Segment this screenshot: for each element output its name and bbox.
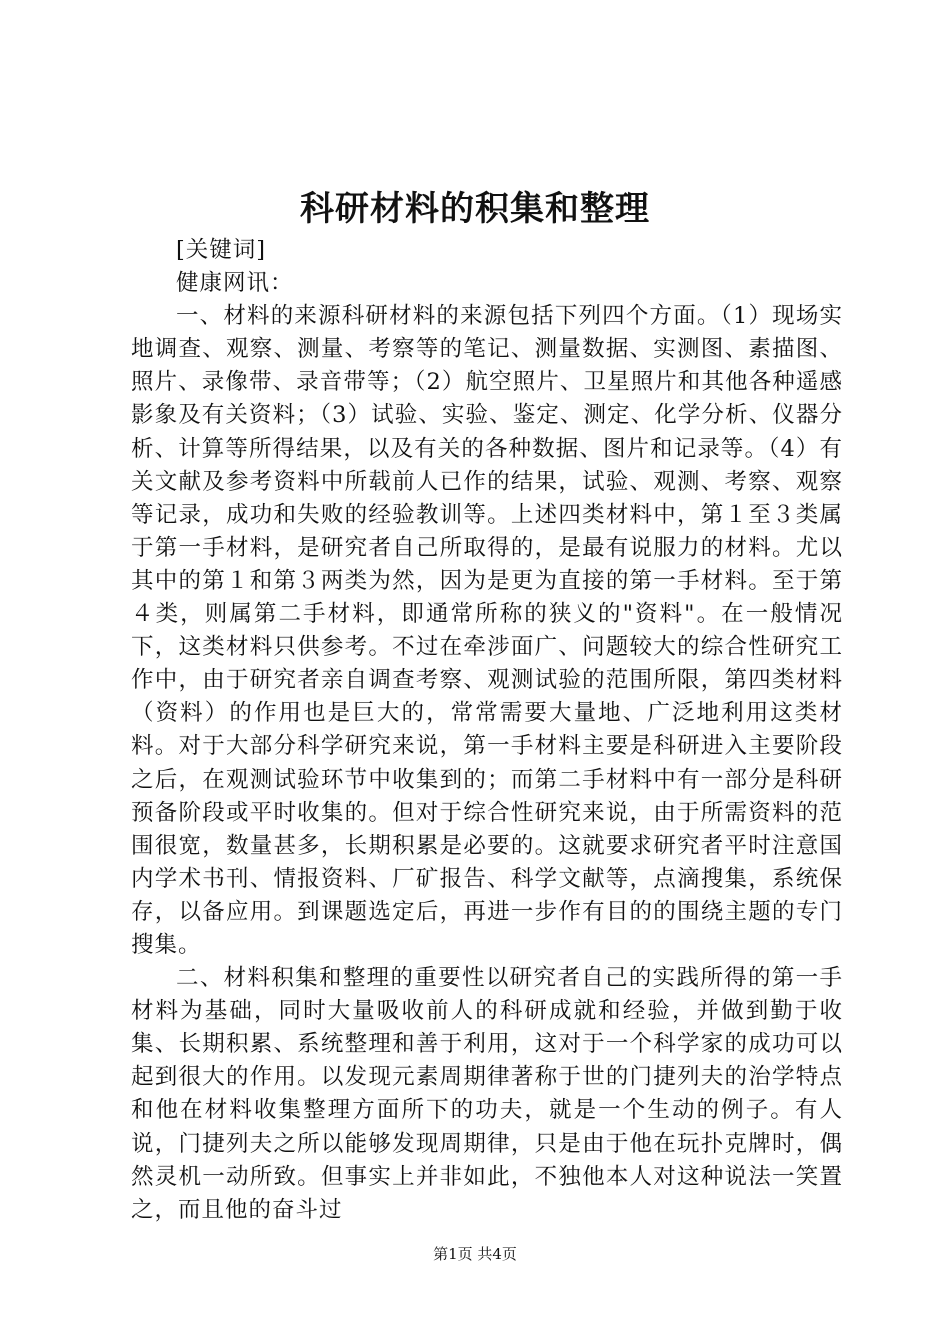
source-label: 健康网讯： [176, 270, 294, 297]
paragraph-materials-source: 一、材料的来源科研材料的来源包括下列四个方面。（1）现场实地调查、观察、测量、考察等的笔记、测量数据、实测图、素描图、照片、录像带、录音带等；（2）航空照片、卫星照片和其他各种遥感影象及有关资料；（3）试验、实验、鉴定、测定、化学分析、仪器分析、计算等所得结果，以及有关的各种数据、图片和记录等。（4）有关文献及参考资料中所载前人已作的结果，试验、观测、考察、观察等记录，成功和失败的经验教训等。上述四类材料中，第１至３类属于第一手材料，是研究者自己所取得的，是最有说服力的材料。尤以其中的第１和第３两类为然，因为是更为直接的第一手材料。至于第４类，则属第二手材料，即通常所称的狭义的"资料"。在一般情况下，这类材料只供参考。不过在牵涉面广、问题较大的综合性研究工作中，由于研究者亲自调查考察、观测试验的范围所限，第四类材料（资料）的作用也是巨大的，常常需要大量地、广泛地利用这类材料。对于大部分科学研究来说，第一手材料主要是科研进入主要阶段之后，在观测试验环节中收集到的；而第二手材料中有一部分是科研预备阶段或平时收集的。但对于综合性研究来说，由于所需资料的范围很宽，数量甚多，长期积累是必要的。这就要求研究者平时注意国内学术书刊、情报资料、厂矿报告、科学文献等，点滴搜集，系统保存，以备应用。到课题选定后，再进一步作有目的的围绕主题的专门搜集。 [131, 303, 843, 958]
document-body [131, 234, 843, 1227]
keywords-label: [关键词] [176, 237, 267, 263]
paragraph-importance: 二、材料积集和整理的重要性以研究者自己的实践所得的第一手材料为基础，同时大量吸收前人的科研成就和经验，并做到勤于收集、长期积累、系统整理和善于利用，这对于一个科学家的成功可以起到很大的作用。以发现元素周期律著称于世的门捷列夫的治学特点和他在材料收集整理方面所下的功夫，就是一个生动的例子。有人说，门捷列夫之所以能够发现周期律，只是由于他在玩扑克牌时，偶然灵机一动所致。但事实上并非如此，不独他本人对这种说法一笑置之，而且他的奋斗过 [131, 965, 843, 1223]
page-footer: 第1页 共4页 [433, 1245, 517, 1263]
page-title: 科研材料的积集和整理 [300, 189, 650, 229]
